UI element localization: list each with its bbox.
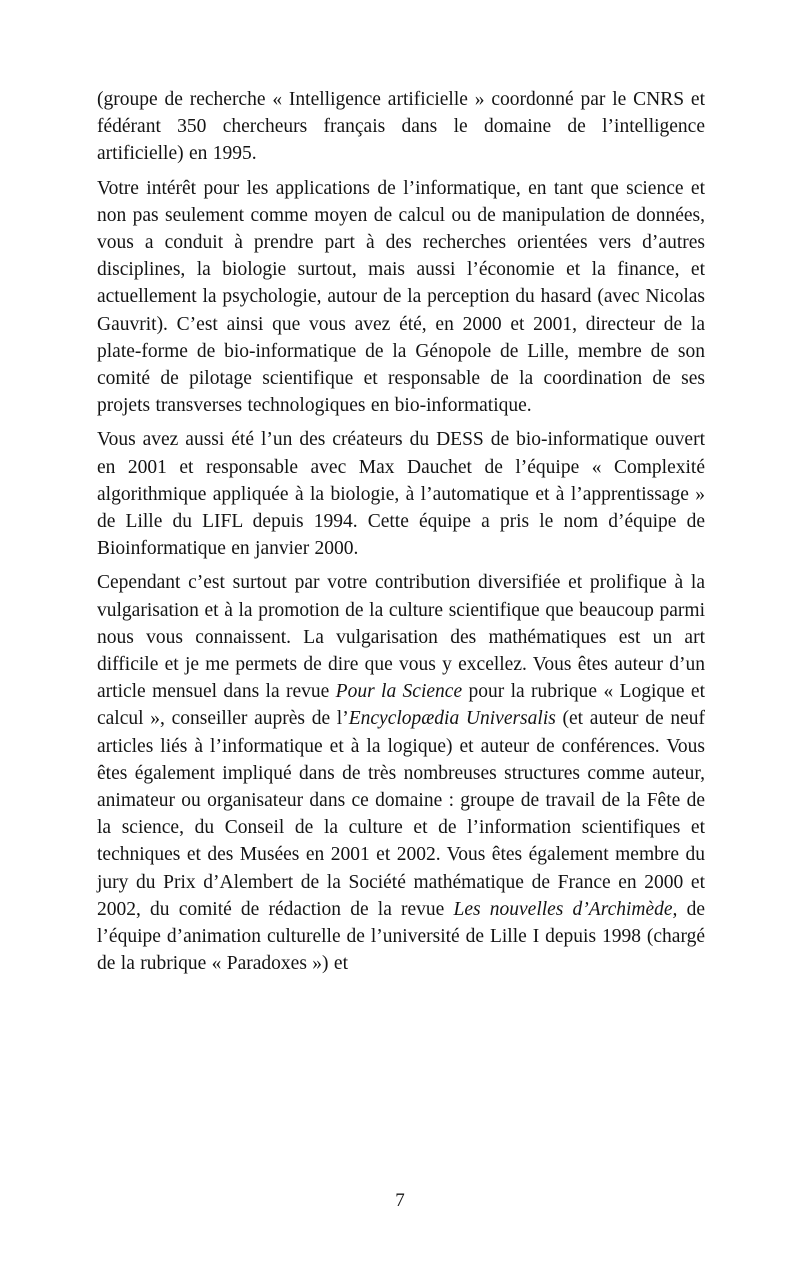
paragraph — [97, 86, 705, 168]
text-run: Votre intérêt pour les applications de l’informatique, en tant que science et non pas seulement comme moyen de calcul ou de manipulation de données, vous a conduit à prendre part à des recherches orientées vers d’autres disciplines, la biologie surtout, mais aussi l’économie et la finance, et actuellement la psychologie, autour de la perception du hasard (avec Nicolas Gauvrit). C’est ainsi que vous avez été, en 2000 et 2001, directeur de la plate-forme de bio-informatique de la Génopole de Lille, membre de son comité de pilotage scientifique et responsable de la coordination de ses projets transverses technologiques en bio-informatique. — [97, 177, 705, 417]
italic-text-run: Les nouvelles d’Archimède, — [453, 898, 678, 920]
text-run: (et auteur de neuf articles liés à l’informatique et à la logique) et auteur de conférences. Vous êtes également impliqué dans de très nombreuses structures comme auteur, animateur ou organisateur dans ce domaine : groupe de travail de la Fête de la science, du Conseil de la culture et de l’information scientifiques et techniques et des Musées en 2001 et 2002. Vous êtes également membre du jury du Prix d’Alembert de la Société mathématique de France en 2000 et 2002, du comité de rédaction de la revue — [97, 708, 706, 920]
italic-text-run: Encyclopædia Universalis — [348, 708, 556, 730]
paragraph — [97, 569, 705, 977]
page-number: 7 — [395, 1190, 405, 1211]
text-run: Cependant c’est surtout par votre contribution diversifiée et prolifique à la vulgarisation et à la promotion de la culture scientifique que beaucoup parmi nous vous connaissent. La vulgarisation des mathématiques est un art difficile et je me permets de dire que vous y excellez. Vous êtes auteur d’un article mensuel dans la revue — [97, 572, 705, 703]
text-run: Vous avez aussi été l’un des créateurs du DESS de bio-informatique ouvert en 2001 et responsable avec Max Dauchet de l’équipe « Complexité algorithmique appliquée à la biologie, à l’automatique et à l’apprentissage » de Lille du LIFL depuis 1994. Cette équipe a pris le nom d’équipe de Bioinformatique en janvier 2000. — [97, 429, 705, 560]
text-block — [97, 86, 705, 985]
italic-text-run: Pour la Science — [335, 681, 463, 703]
text-run: pour la rubrique « Logique et calcul », conseiller auprès de l’ — [97, 681, 705, 730]
paragraph — [97, 175, 705, 420]
text-run: (groupe de recherche « Intelligence artificielle » coordonné par le CNRS et fédérant 350 chercheurs français dans le domaine de l’intelligence artificielle) en 1995. — [97, 89, 705, 165]
paragraph — [97, 426, 705, 562]
text-run: de l’équipe d’animation culturelle de l’université de Lille I depuis 1998 (chargé de la rubrique « Paradoxes ») et — [97, 898, 705, 975]
